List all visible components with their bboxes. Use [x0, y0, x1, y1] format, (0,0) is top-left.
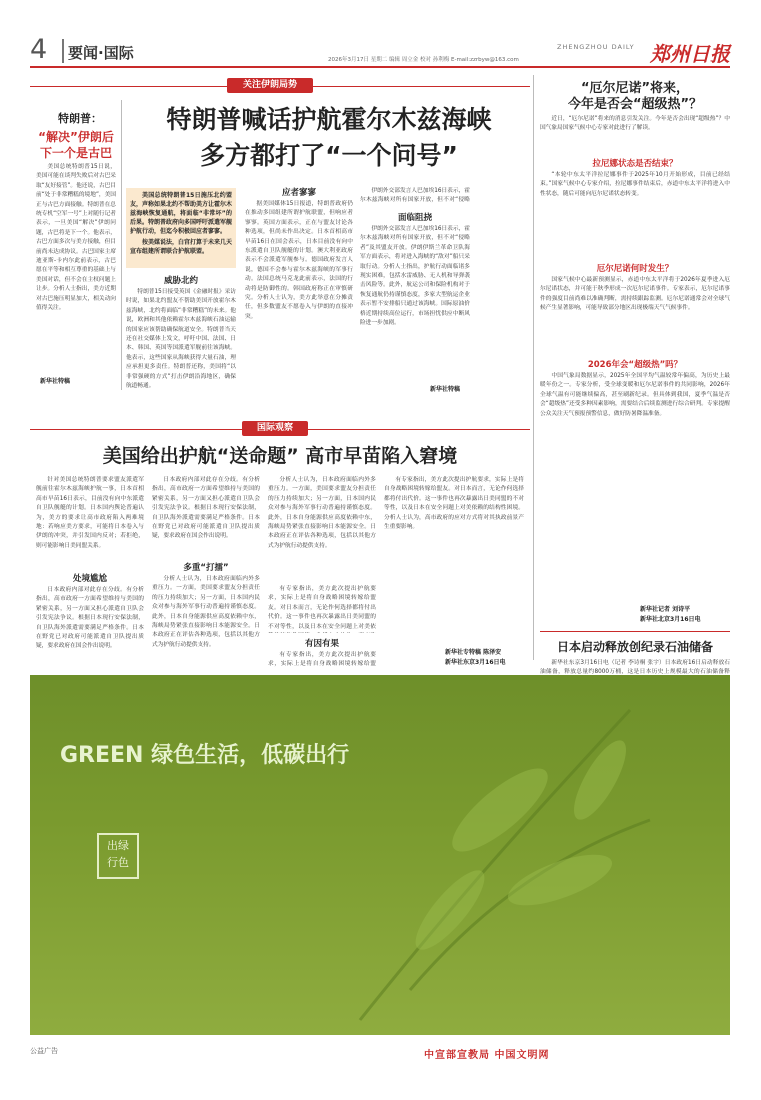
right-credit: 新华社记者 刘诗平: [640, 606, 691, 613]
sidebar-body: 美国总统特朗普15日说，美国可能在谈判失败后对古巴采取“友好接管”。他还说，古巴目前“处于非常糟糕的境地”，美国正与古巴方面接触。特朗普在总统专机“空军一号”上对随行记者表示，一旦美国“解决”伊朗问题，古巴将是下一个。他表示，古巴方面多次与美方接触，但目前尚未达成协议。古巴国家主席迪亚斯-卡内尔此前表示，古巴愿在平等和相互尊重的基础上与美国对话，但不会在主权问题上让步。分析人士指出，美方近期对古巴施压明显加大，相关动向值得关注。: [36, 164, 116, 312]
sidebar-credit: 新华社特稿: [40, 378, 71, 385]
mid-col3-body: 分析人士认为，日本政府面临内外多重压力。一方面，美国要求盟友分担责任的压力持续加大；另一方面，日本国内民众对参与海外军事行动普遍持谨慎态度。此外，日本自身能源供应高度依赖中东，海峡局势紧张直接影响日本能源安全。日本政府正在评估各种选项，包括以其他方式为护航行动提供支持。: [268, 477, 376, 549]
oil-top-rule: [540, 631, 730, 632]
right-subhead-el-nino: 厄尔尼诺何时发生？: [596, 264, 674, 274]
page-number: 4: [30, 34, 48, 65]
right-headline-line1: “厄尔尼诺”将来，: [580, 81, 690, 96]
right-body2: 国家气候中心最新预测显示，赤道中东太平洋将于2026年夏季进入厄尔尼诺状态，并可能于秋季形成一次厄尔尼诺事件。专家表示，厄尔尼诺事件的强度目前尚难以准确判断，需持续跟踪监测。厄尔尼诺通常会对全球气候产生显著影响，可能导致部分地区出现极端天气气候事件。: [540, 277, 730, 312]
subhead-few-respond: 应者寥寥: [281, 188, 316, 198]
mid-credit: 新华社专特稿 陈泽安: [445, 649, 502, 656]
ad-badge-line1: 出绿: [107, 839, 129, 852]
newspaper-logo: 郑州日报: [650, 42, 730, 66]
mid-kicker-badge: 国际观察: [242, 421, 308, 436]
ad-leaf-graphic: [300, 690, 660, 1030]
ad-slogan: GREEN 绿色生活，低碳出行: [60, 743, 350, 768]
summary-text-2: 按美媒说法，白宫打算于未来几天宣布组建所谓联合护航联盟。: [130, 239, 232, 255]
right-subhead-2026: 2026年会“超级热”吗？: [587, 360, 683, 370]
masthead-meta: 2026年3月17日 星期二 编辑 周立金 校对 孙利梅 E-mail:zzrbyw@163.com: [328, 57, 519, 63]
main-headline-line1: 特朗普喊话护航霍尔木兹海峡: [166, 105, 492, 134]
top-col4-lead: 伊朗外交部发言人巴加埃16日表示，霍尔木兹海峡对所有国家开放，但不对“侵略: [360, 188, 470, 204]
sidebar-title-line2: 下一个是古巴: [39, 146, 112, 160]
main-headline-line2: 多方都打了“一个问号”: [200, 141, 458, 170]
top-col4-credit: 新华社特稿: [430, 386, 461, 393]
kicker-badge: 关注伊朗局势: [227, 78, 313, 93]
right-body3: 中国气象局数据显示，2025年全国平均气温较常年偏高，为历史上最暖年份之一。专家分析，受全球变暖和厄尔尼诺事件的共同影响，2026年全球气温有可能继续偏高，甚至刷新纪录。但具体到我国，夏季气温是否会“超级热”还受多种因素影响，需要结合后续监测进行综合研判。专家提醒公众关注天气预报预警信息，做好防暑降温准备。: [540, 373, 730, 417]
mid-col1-body: 针对美国总统特朗普要求盟友派遣军舰前往霍尔木兹海峡护航一事，日本首相高市早苗16日表示，目前没有向中东派遣自卫队舰艇的计划。日本国内舆论普遍认为，美方的要求让高市政府陷入两难境地：若响应美方要求，可能将日本卷入与伊朗的冲突，并引发国内反对；若拒绝，则可能影响日美同盟关系。: [36, 477, 144, 549]
mid-col1-body-2: 日本政府内部对此存在分歧。有分析指出，高市政府一方面希望维持与美国的紧密关系，另一方面又担心派遣自卫队会引发宪法争议。根据日本现行安保法制，自卫队海外派遣需要满足严格条件。日本在野党已对政府可能派遣自卫队提出质疑，要求政府在国会作出说明。: [36, 587, 144, 650]
summary-text: 美国总统特朗普15日施压北约盟友，声称如果北约不帮助美方让霍尔木兹海峡恢复通航，将面临“非常坏”的后果。特朗普政府向多国呼吁派遣军舰护航行动，但迄今积极回应者寥寥。: [130, 192, 232, 235]
mid-headline: 美国给出护航“送命题” 高市早苗陷入窘境: [102, 445, 458, 467]
top-col2-body: 特朗普15日接受英国《金融时报》采访时说，如果北约盟友不帮助美国开放霍尔木兹海峡，北约将面临“非常糟糕”的未来。他说，欧洲和其他依赖霍尔木兹海峡石油运输的国家应该帮助确保航道安全。特朗普当天还在社交媒体上发文，呼吁中国、法国、日本、韩国、英国等国派遣军舰前往该海峡。他表示，这些国家从海峡获得大量石油，理应承担更多责任。特朗普还称，美国将“以非常强硬的方式”打击伊朗沿海地区，确保航道畅通。: [126, 289, 236, 390]
top-col4-body: 伊朗外交部发言人巴加埃16日表示，霍尔木兹海峡对所有国家开放，但不对“侵略者”及其盟友开放。伊朗伊斯兰革命卫队海军方面表示，将对进入海峡的“敌对”船只采取行动。分析人士指出，护航行动面临诸多现实困难，包括水雷威胁、无人机和导弹袭击风险等。此外，航运公司和保险机构对于恢复通航仍持谨慎态度，多家大型航运企业表示暂不安排船只通过该海峡。国际原油价格近期持续高位运行，市场担忧供应中断风险进一步加剧。: [360, 226, 470, 327]
sidebar-divider: [121, 100, 122, 390]
ad-badge: [97, 833, 139, 879]
section-name: 要闻·国际: [68, 44, 134, 62]
ad-badge-line2: 行色: [107, 856, 129, 869]
oil-headline: 日本启动释放创纪录石油储备: [556, 640, 713, 654]
mid-col2-body: 日本政府内部对此存在分歧。有分析指出，高市政府一方面希望维持与美国的紧密关系，另一方面又担心派遣自卫队会引发宪法争议。根据日本现行安保法制，自卫队海外派遣需要满足严格条件。日本在野党已对政府可能派遣自卫队提出质疑，要求政府在国会作出说明。: [152, 477, 260, 540]
masthead-divider: [62, 39, 64, 63]
sidebar-label: 特朗普：: [58, 112, 102, 125]
mid-col4-body: 有专家指出，美方此次提出护航要求，实际上是将自身战略困境转嫁给盟友。对日本而言，无论作何选择都将付出代价。这一事件也再次暴露出日美同盟的不对等性，以及日本在安全问题上对美依赖的结构性困境。分析人士认为，高市政府的应对方式将对其执政前景产生重要影响。: [384, 477, 524, 531]
right-subhead-la-nina: 拉尼娜状态是否结束？: [592, 159, 678, 169]
masthead-english-name: ZHENGZHOU DAILY: [557, 43, 635, 51]
subhead-obstruction: 面临阻挠: [397, 213, 432, 223]
right-credit-2: 新华社北京3月16日电: [640, 616, 701, 623]
sidebar-title-line1: “解决”伊朗后: [38, 130, 114, 144]
ad-label: 公益广告: [30, 1047, 58, 1055]
mid-subhead-rivalry: 多重“打擂”: [183, 563, 229, 573]
mid-subhead-awkward: 处境尴尬: [72, 574, 107, 584]
right-body1: “本轮中东太平洋拉尼娜事件于2025年10月开始形成，目前已经结束。”国家气候中心专家介绍，拉尼娜事件结束后，赤道中东太平洋将进入中性状态，随后可能向厄尔尼诺状态转变。: [540, 172, 730, 197]
right-headline-line2: 今年是否会“超级热”？: [567, 97, 703, 112]
right-intro: 近日，“厄尔尼诺”将来的消息引发关注。今年是否会出现“超级热”？中国气象局国家气候中心专家对此进行了解读。: [540, 116, 730, 132]
top-right-divider: [533, 75, 534, 660]
subhead-threat-nato: 威胁北约: [163, 276, 198, 286]
oil-body: 新华社东京3月16日电（记者 李诗桐 张宇）日本政府16日启动释放石油储备，释放总量约8000万桶，这是日本历史上规模最大的石油储备释: [540, 660, 730, 676]
mid-col2-body-2: 分析人士认为，日本政府面临内外多重压力。一方面，美国要求盟友分担责任的压力持续加大；另一方面，日本国内民众对参与海外军事行动普遍持谨慎态度。此外，日本自身能源供应高度依赖中东，海峡局势紧张直接影响日本能源安全。日本政府正在评估各种选项，包括以其他方式为护航行动提供支持。: [152, 576, 260, 648]
mid-col3-body-3: 有专家指出，美方此次提出护航要求，实际上是将自身战略困境转嫁给盟: [268, 652, 376, 668]
mid-col3-body-2: 有专家指出，美方此次提出护航要求，实际上是将自身战略困境转嫁给盟友。对日本而言，无论作何选择都将付出代价。这一事件也再次暴露出日美同盟的不对等性，以及日本在安全问题上对美依: [268, 586, 376, 630]
top-col3-body: 据美国媒体15日报道，特朗普政府仍在推动多国组建所谓护航联盟，但响应者寥寥。英国方面表示，正在与盟友讨论各种选项，但尚未作出决定。日本首相高市早苗16日在国会表示，日本目前没有向中东派遣自卫队舰艇的计划。澳大利亚政府表示不会派遣军舰参与。德国政府发言人说，德国不会参与霍尔木兹海峡的军事行动。法国总统马克龙此前表示，法国的行动将是防御性的。韩国政府称正在审慎研究。分析人士认为，美方此举意在分摊责任，但多数盟友不愿卷入与伊朗的直接冲突。: [245, 201, 353, 320]
mid-credit-2: 新华社东京3月16日电: [445, 659, 506, 666]
ad-sponsor: 中宣部宣教局 中国文明网: [424, 1050, 550, 1061]
mid-subhead-cause: 有因有果: [304, 639, 339, 649]
masthead-rule: [30, 66, 730, 68]
